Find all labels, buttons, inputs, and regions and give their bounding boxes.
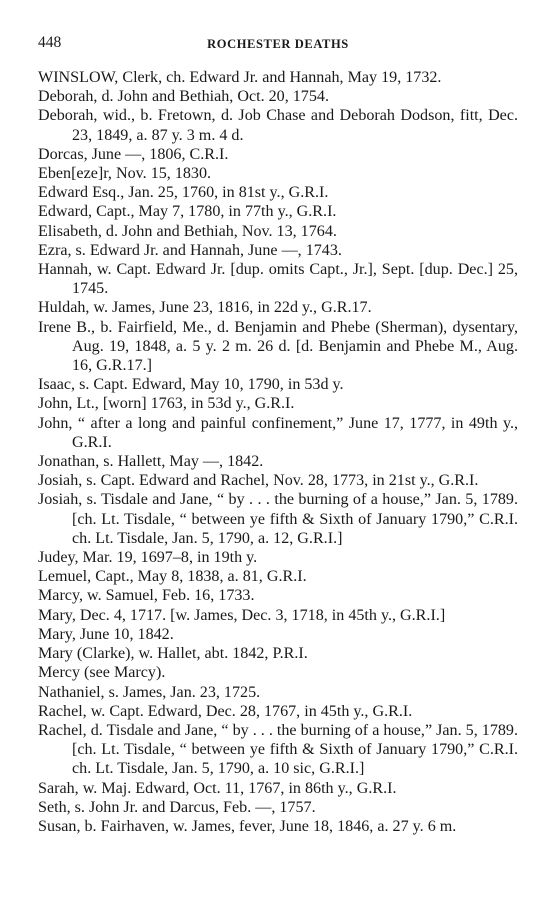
- death-record-entry: [38, 586, 518, 605]
- death-record-entry: [38, 145, 518, 164]
- death-record-entry: [38, 183, 518, 202]
- death-record-text: Eben[eze]r, Nov. 15, 1830.: [38, 165, 212, 183]
- death-record-text: Josiah, s. Capt. Edward and Rachel, Nov. 28, 1773, in 21st y., G.R.I.: [38, 472, 479, 490]
- death-record-text: Elisabeth, d. John and Bethiah, Nov. 13, 1764.: [38, 222, 337, 240]
- death-record-entry: [38, 779, 518, 798]
- death-record-text: Nathaniel, s. James, Jan. 23, 1725.: [38, 683, 261, 701]
- death-record-entry: [38, 164, 518, 183]
- death-record-entry: [38, 106, 523, 144]
- death-record-entry: [38, 87, 518, 106]
- death-record-entry: [38, 606, 518, 625]
- death-record-text: Mary, June 10, 1842.: [38, 625, 174, 643]
- death-record-text: John, “ after a long and painful confinement,” June 17, 1777, in 49th y., G.R.I.: [38, 414, 523, 451]
- death-record-text: Hannah, w. Capt. Edward Jr. [dup. omits Capt., Jr.], Sept. [dup. Dec.] 25, 1745.: [38, 261, 523, 298]
- death-record-text: Ezra, s. Edward Jr. and Hannah, June —, 1743.: [38, 241, 342, 259]
- page-header: [38, 33, 518, 55]
- death-record-text: Sarah, w. Maj. Edward, Oct. 11, 1767, in 86th y., G.R.I.: [38, 779, 397, 797]
- death-record-entry: [38, 702, 518, 721]
- death-record-text: Lemuel, Capt., May 8, 1838, a. 81, G.R.I.: [38, 568, 307, 586]
- death-record-entry: [38, 490, 523, 548]
- death-record-entry: [38, 644, 518, 663]
- death-record-text: Seth, s. John Jr. and Darcus, Feb. —, 1757.: [38, 798, 316, 816]
- death-record-entry: [38, 318, 523, 376]
- death-record-entry: [38, 817, 518, 836]
- death-record-text: Deborah, wid., b. Fretown, d. Job Chase and Deborah Dodson, fitt, Dec. 23, 1849, a. 87 y. 3 m. 4 d.: [38, 107, 523, 144]
- death-record-text: Mary, Dec. 4, 1717. [w. James, Dec. 3, 1718, in 45th y., G.R.I.]: [38, 606, 446, 624]
- death-record-text: Rachel, d. Tisdale and Jane, “ by . . . the burning of a house,” Jan. 5, 1789. [ch. Lt. Tisdale, “ between ye fifth & Sixth of January 1790,” C.R.I. ch. Lt. Tisdale, Jan. 5, 1790, a. 10 sic, G.R.I.]: [38, 721, 523, 778]
- death-record-entry: [38, 548, 518, 567]
- death-record-entry: [38, 663, 518, 682]
- death-record-entry: [38, 241, 518, 260]
- death-record-text: Marcy, w. Samuel, Feb. 16, 1733.: [38, 587, 255, 605]
- death-record-text: Susan, b. Fairhaven, w. James, fever, June 18, 1846, a. 27 y. 6 m.: [38, 817, 457, 835]
- death-record-text: Huldah, w. James, June 23, 1816, in 22d y., G.R.17.: [38, 299, 372, 317]
- death-record-entry: [38, 683, 518, 702]
- death-record-list: [38, 68, 523, 836]
- death-record-text: Dorcas, June —, 1806, C.R.I.: [38, 145, 229, 163]
- death-record-entry: [38, 375, 518, 394]
- death-record-entry: [38, 452, 518, 471]
- death-record-entry: [38, 798, 518, 817]
- death-record-entry: [38, 625, 518, 644]
- document-page: [38, 33, 523, 836]
- death-record-entry: [38, 567, 518, 586]
- page-number: 448: [38, 34, 62, 51]
- death-record-text: Jonathan, s. Hallett, May —, 1842.: [38, 453, 264, 471]
- death-record-entry: [38, 260, 523, 298]
- death-record-text: Judey, Mar. 19, 1697–8, in 19th y.: [38, 549, 258, 567]
- death-record-entry: [38, 298, 518, 317]
- death-record-entry: [38, 68, 518, 87]
- death-record-entry: [38, 414, 523, 452]
- running-title: ROCHESTER DEATHS: [207, 37, 349, 51]
- death-record-entry: [38, 471, 518, 490]
- death-record-entry: [38, 222, 518, 241]
- death-record-text: John, Lt., [worn] 1763, in 53d y., G.R.I.: [38, 395, 295, 413]
- death-record-entry: [38, 202, 518, 221]
- death-record-entry: [38, 721, 523, 779]
- death-record-entry: [38, 394, 518, 413]
- death-record-text: Josiah, s. Tisdale and Jane, “ by . . . the burning of a house,” Jan. 5, 1789. [ch. Lt. Tisdale, “ between ye fifth & Sixth of January 1790,” C.R.I. ch. Lt. Tisdale, Jan. 5, 1790, a. 12, G.R.I.]: [38, 491, 523, 547]
- death-record-text: Mary (Clarke), w. Hallet, abt. 1842, P.R.I.: [38, 645, 308, 663]
- death-record-text: WINSLOW, Clerk, ch. Edward Jr. and Hannah, May 19, 1732.: [38, 69, 442, 86]
- death-record-text: Irene B., b. Fairfield, Me., d. Benjamin and Phebe (Sherman), dysentary, Aug. 19, 1848, a. 5 y. 2 m. 26 d. [d. Benjamin and Phebe M., Aug. 16, G.R.17.]: [38, 318, 523, 375]
- death-record-text: Edward, Capt., May 7, 1780, in 77th y., G.R.I.: [38, 203, 337, 221]
- death-record-text: Rachel, w. Capt. Edward, Dec. 28, 1767, in 45th y., G.R.I.: [38, 702, 413, 720]
- death-record-text: Edward Esq., Jan. 25, 1760, in 81st y., G.R.I.: [38, 184, 329, 202]
- death-record-text: Deborah, d. John and Bethiah, Oct. 20, 1754.: [38, 88, 329, 106]
- death-record-text: Mercy (see Marcy).: [38, 664, 166, 682]
- death-record-text: Isaac, s. Capt. Edward, May 10, 1790, in 53d y.: [38, 376, 344, 394]
